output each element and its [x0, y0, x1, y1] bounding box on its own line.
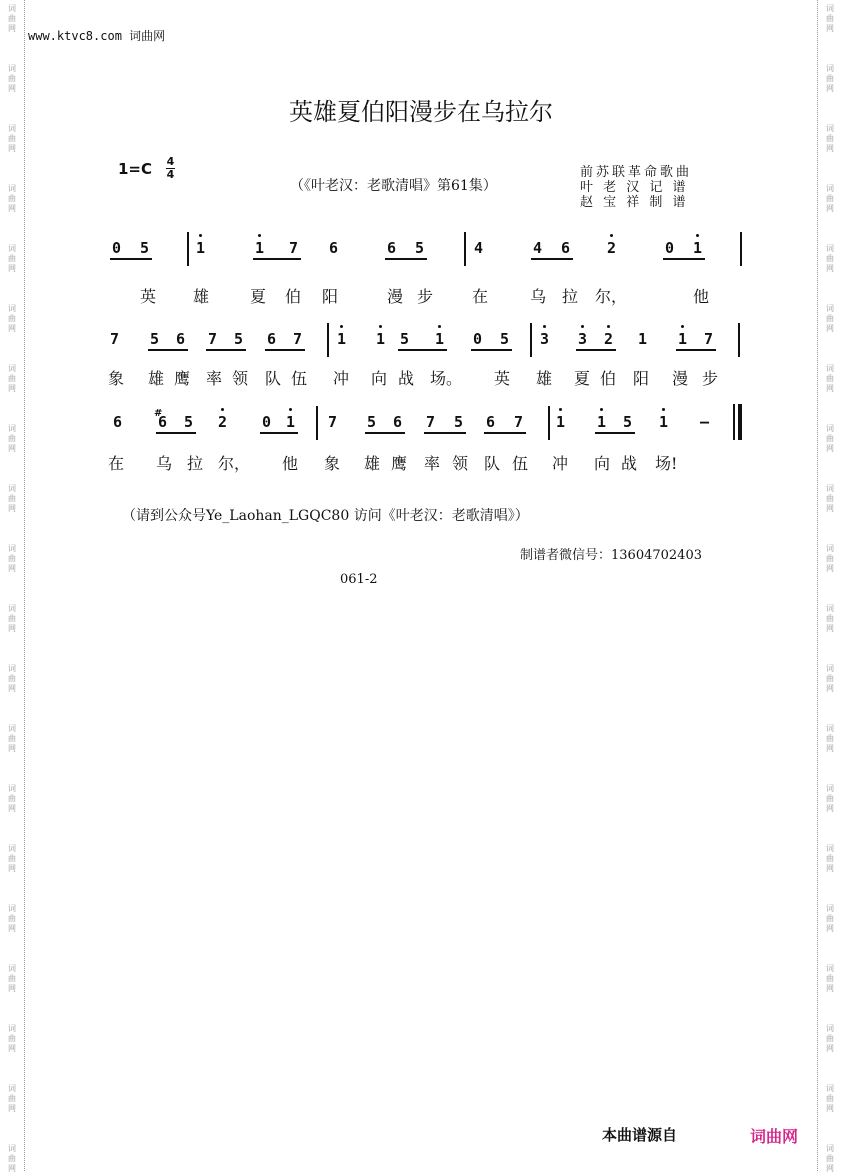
note: 7: [426, 413, 436, 431]
underline-beam: [156, 432, 196, 434]
note: 4: [533, 239, 543, 257]
key-signature: 1=C: [118, 160, 153, 178]
lyric-syllable: 率: [206, 369, 223, 388]
watermark-glyphs: 词 曲 网: [826, 364, 834, 393]
octave-dot: [607, 325, 610, 328]
octave-dot: [543, 325, 546, 328]
final-barline: [733, 404, 735, 440]
octave-dot: [199, 234, 202, 237]
octave-dot: [258, 234, 261, 237]
lyric-syllable: 拉: [187, 454, 204, 473]
watermark-glyphs: 词 曲 网: [8, 64, 16, 93]
underline-beam: [471, 349, 512, 351]
note: 7: [110, 330, 120, 348]
bar-line: [464, 232, 466, 266]
underline-beam: [484, 432, 526, 434]
lyric-syllable: 场!: [655, 454, 678, 473]
watermark-glyphs: 词 曲 网: [8, 424, 16, 453]
lyric-syllable: 他: [693, 287, 710, 306]
watermark-glyphs: 词 曲 网: [8, 184, 16, 213]
wechat-contact: 制谱者微信号：13604702403: [520, 548, 702, 563]
octave-dot: [340, 325, 343, 328]
octave-dot: [559, 408, 562, 411]
watermark-glyphs: 词 曲 网: [826, 724, 834, 753]
watermark-glyphs: 词 曲 网: [826, 4, 834, 33]
note: 5: [400, 330, 410, 348]
watermark-glyphs: 词 曲 网: [826, 304, 834, 333]
note: 1: [196, 239, 206, 257]
note: 7: [328, 413, 338, 431]
credit-transcriber: 叶 老 汉 记 谱: [580, 180, 689, 195]
lyric-syllable: 乌: [156, 454, 173, 473]
final-barline: [738, 404, 742, 440]
lyric-syllable: 领: [232, 369, 249, 388]
watermark-glyphs: 词 曲 网: [8, 904, 16, 933]
lyric-syllable: 冲: [552, 454, 569, 473]
note: 3: [540, 330, 550, 348]
watermark-glyphs: 词 曲 网: [826, 784, 834, 813]
lyric-syllable: 雄: [148, 369, 165, 388]
underline-beam: [676, 349, 716, 351]
watermark-glyphs: 词 曲 网: [8, 484, 16, 513]
bar-line: [316, 406, 318, 440]
octave-dot: [581, 325, 584, 328]
lyric-syllable: 伯: [285, 287, 302, 306]
underline-beam: [424, 432, 466, 434]
bar-line: [738, 323, 740, 357]
note: 5: [367, 413, 377, 431]
watermark-glyphs: 词 曲 网: [826, 124, 834, 153]
lyric-syllable: 他: [282, 454, 299, 473]
note: 1: [678, 330, 688, 348]
episode-subtitle: （《叶老汉：老歌清唱》第61集）: [290, 178, 497, 194]
lyric-syllable: 尔，: [218, 454, 251, 473]
note: 1: [376, 330, 386, 348]
lyric-syllable: 向: [371, 369, 388, 388]
sharp-sign: #: [154, 408, 163, 419]
note: 1: [556, 413, 566, 431]
note: –: [700, 413, 710, 431]
left-margin-strip: [0, 0, 25, 1171]
site-url[interactable]: www.ktvc8.com 词曲网: [28, 29, 166, 43]
watermark-glyphs: 词 曲 网: [8, 724, 16, 753]
time-sig-top: 4: [166, 155, 175, 168]
underline-beam: [663, 258, 705, 260]
watermark-glyphs: 词 曲 网: [826, 664, 834, 693]
octave-dot: [289, 408, 292, 411]
watermark-glyphs: 词 曲 网: [8, 124, 16, 153]
underline-beam: [398, 349, 447, 351]
bar-line: [740, 232, 742, 266]
bar-line: [187, 232, 189, 266]
underline-beam: [576, 349, 616, 351]
brand-logo[interactable]: 词曲网: [750, 1127, 799, 1146]
source-label: 本曲谱源自: [602, 1126, 678, 1144]
watermark-glyphs: 词 曲 网: [8, 604, 16, 633]
lyric-syllable: 鹰: [174, 369, 191, 388]
lyric-syllable: 场。: [430, 369, 463, 388]
note: 6: [387, 239, 397, 257]
watermark-glyphs: 词 曲 网: [8, 1084, 16, 1113]
lyric-syllable: 伯: [600, 369, 617, 388]
underline-beam: [385, 258, 427, 260]
credit-engraver: 赵 宝 祥 制 谱: [580, 195, 689, 210]
credit-origin: 前苏联革命歌曲: [580, 165, 693, 180]
lyric-syllable: 队: [265, 369, 282, 388]
note: 6: [176, 330, 186, 348]
lyric-syllable: 漫: [387, 287, 404, 306]
note: 6: [267, 330, 277, 348]
lyric-syllable: 象: [108, 369, 125, 388]
underline-beam: [206, 349, 246, 351]
underline-beam: [110, 258, 152, 260]
octave-dot: [438, 325, 441, 328]
bar-line: [327, 323, 329, 357]
lyric-syllable: 夏: [250, 287, 267, 306]
lyric-syllable: 伍: [512, 454, 529, 473]
note: 5: [415, 239, 425, 257]
lyric-syllable: 率: [424, 454, 441, 473]
lyric-syllable: 尔，: [595, 287, 628, 306]
watermark-glyphs: 词 曲 网: [826, 244, 834, 273]
lyric-syllable: 在: [472, 287, 489, 306]
lyric-syllable: 阳: [633, 369, 650, 388]
watermark-glyphs: 词 曲 网: [8, 544, 16, 573]
watermark-glyphs: 词 曲 网: [8, 784, 16, 813]
octave-dot: [681, 325, 684, 328]
octave-dot: [600, 408, 603, 411]
lyric-syllable: 鹰: [391, 454, 408, 473]
lyric-syllable: 雄: [364, 454, 381, 473]
watermark-glyphs: 词 曲 网: [826, 904, 834, 933]
time-sig-bottom: 4: [166, 168, 175, 181]
note: 6: [393, 413, 403, 431]
note: 0: [665, 239, 675, 257]
watermark-glyphs: 词 曲 网: [826, 1144, 834, 1173]
watermark-glyphs: 词 曲 网: [826, 844, 834, 873]
watermark-glyphs: 词 曲 网: [8, 964, 16, 993]
note: 7: [289, 239, 299, 257]
note: 0: [262, 413, 272, 431]
note: 5: [140, 239, 150, 257]
underline-beam: [265, 349, 305, 351]
watermark-glyphs: 词 曲 网: [826, 964, 834, 993]
watermark-glyphs: 词 曲 网: [826, 424, 834, 453]
lyric-syllable: 在: [108, 454, 125, 473]
octave-dot: [379, 325, 382, 328]
credits: [580, 165, 692, 210]
lyric-syllable: 乌: [530, 287, 547, 306]
lyric-syllable: 伍: [291, 369, 308, 388]
lyric-syllable: 领: [452, 454, 469, 473]
watermark-glyphs: 词 曲 网: [826, 64, 834, 93]
note: 6: [329, 239, 339, 257]
underline-beam: [595, 432, 635, 434]
note: 5: [184, 413, 194, 431]
watermark-glyphs: 词 曲 网: [8, 664, 16, 693]
lyric-syllable: 战: [621, 454, 638, 473]
octave-dot: [610, 234, 613, 237]
note: 5: [500, 330, 510, 348]
lyric-syllable: 冲: [333, 369, 350, 388]
page-number: 061-2: [340, 572, 378, 587]
note: 2: [218, 413, 228, 431]
time-signature: [166, 156, 175, 181]
note: 1: [435, 330, 445, 348]
note: 5: [623, 413, 633, 431]
octave-dot: [696, 234, 699, 237]
note: 2: [607, 239, 617, 257]
watermark-glyphs: 词 曲 网: [826, 184, 834, 213]
song-title: 英雄夏伯阳漫步在乌拉尔: [289, 98, 553, 126]
lyric-syllable: 阳: [322, 287, 339, 306]
watermark-glyphs: 词 曲 网: [826, 604, 834, 633]
lyric-syllable: 英: [494, 369, 511, 388]
lyric-syllable: 雄: [536, 369, 553, 388]
lyric-syllable: 夏: [574, 369, 591, 388]
watermark-glyphs: 词 曲 网: [826, 1084, 834, 1113]
bar-line: [530, 323, 532, 357]
lyric-syllable: 步: [417, 287, 434, 306]
watermark-glyphs: 词 曲 网: [826, 544, 834, 573]
watermark-glyphs: 词 曲 网: [8, 4, 16, 33]
lyric-syllable: 象: [324, 454, 341, 473]
note: 5: [454, 413, 464, 431]
watermark-glyphs: 词 曲 网: [8, 364, 16, 393]
note: 1: [693, 239, 703, 257]
note: 0: [112, 239, 122, 257]
watermark-glyphs: 词 曲 网: [8, 244, 16, 273]
note: 6: [561, 239, 571, 257]
note: 1: [255, 239, 265, 257]
note: 1: [337, 330, 347, 348]
lyric-syllable: 拉: [562, 287, 579, 306]
note: 4: [474, 239, 484, 257]
note: 5: [150, 330, 160, 348]
underline-beam: [148, 349, 188, 351]
note: 1: [659, 413, 669, 431]
note: 7: [293, 330, 303, 348]
note: 7: [704, 330, 714, 348]
lyric-syllable: 英: [140, 287, 157, 306]
note: 7: [514, 413, 524, 431]
note: 1: [286, 413, 296, 431]
watermark-glyphs: 词 曲 网: [826, 1024, 834, 1053]
underline-beam: [365, 432, 405, 434]
account-note: （请到公众号Ye_Laohan_LGQC80 访问《叶老汉：老歌清唱》）: [122, 508, 529, 524]
watermark-glyphs: 词 曲 网: [8, 844, 16, 873]
octave-dot: [662, 408, 665, 411]
watermark-glyphs: 词 曲 网: [8, 1024, 16, 1053]
note: 3: [578, 330, 588, 348]
note: 1: [638, 330, 648, 348]
octave-dot: [221, 408, 224, 411]
lyric-syllable: 雄: [193, 287, 210, 306]
lyric-syllable: 战: [398, 369, 415, 388]
note: 2: [604, 330, 614, 348]
right-margin-strip: [817, 0, 842, 1171]
underline-beam: [531, 258, 573, 260]
underline-beam: [260, 432, 298, 434]
note: 6: [158, 413, 168, 431]
watermark-glyphs: 词 曲 网: [826, 484, 834, 513]
note: 6: [113, 413, 123, 431]
watermark-glyphs: 词 曲 网: [8, 1144, 16, 1173]
lyric-syllable: 向: [594, 454, 611, 473]
watermark-glyphs: 词 曲 网: [8, 304, 16, 333]
note: 0: [473, 330, 483, 348]
lyric-syllable: 队: [484, 454, 501, 473]
lyric-syllable: 漫: [672, 369, 689, 388]
note: 5: [234, 330, 244, 348]
lyric-syllable: 步: [702, 369, 719, 388]
note: 7: [208, 330, 218, 348]
underline-beam: [253, 258, 301, 260]
note: 1: [597, 413, 607, 431]
bar-line: [548, 406, 550, 440]
note: 6: [486, 413, 496, 431]
